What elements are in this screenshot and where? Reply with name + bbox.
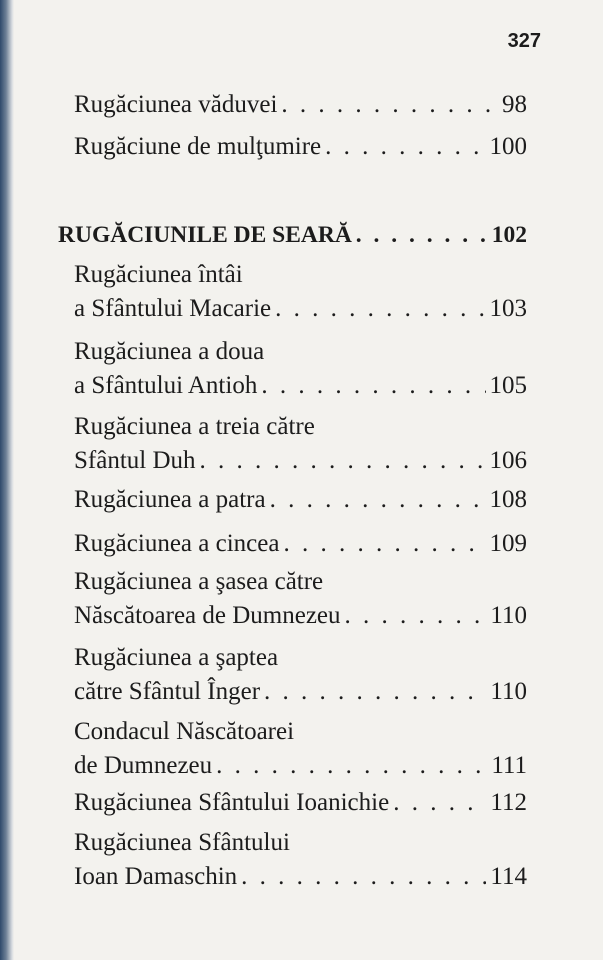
dot-leader bbox=[241, 860, 486, 894]
toc-entry-title: Rugăciunea văduvei bbox=[74, 91, 278, 118]
toc-entry-title: Născătoarea de Dumnezeu bbox=[74, 602, 341, 629]
toc-entry-last-line bbox=[74, 527, 527, 561]
toc-entry bbox=[74, 786, 527, 820]
toc-entry-title: Rugăciunea a cincea bbox=[74, 530, 280, 557]
toc-entry-page: 102 bbox=[491, 222, 527, 248]
toc-entry bbox=[74, 335, 527, 403]
toc-entry-title: Rugăciunea Sfântului Ioanichie bbox=[74, 789, 390, 816]
toc-entry bbox=[74, 715, 527, 783]
page-number: 327 bbox=[507, 30, 541, 52]
toc-entry bbox=[74, 826, 527, 894]
toc-entry-last-line bbox=[74, 675, 527, 709]
toc-entry-title: Rugăciunea a patra bbox=[74, 486, 266, 513]
toc-entry-last-line bbox=[74, 599, 527, 633]
toc-entry-last-line bbox=[74, 444, 527, 478]
toc-entry-page: 105 bbox=[489, 372, 527, 399]
dot-leader bbox=[281, 88, 498, 122]
toc-entry-page: 109 bbox=[489, 530, 527, 557]
toc-entry-title-line: Condacul Născătoarei bbox=[74, 718, 295, 745]
toc-entry-page: 103 bbox=[489, 295, 527, 322]
toc-entry-title-line: Rugăciunea a doua bbox=[74, 338, 265, 365]
toc-entry-page: 110 bbox=[490, 602, 527, 629]
toc-entry-last-line bbox=[74, 786, 527, 820]
dot-leader bbox=[270, 483, 486, 517]
toc-entry-title-line: Rugăciunea a treia către bbox=[74, 413, 315, 440]
toc-entry-last-line bbox=[74, 483, 527, 517]
dot-leader bbox=[216, 749, 487, 783]
dot-leader bbox=[261, 369, 485, 403]
toc-entry-last-line bbox=[74, 749, 527, 783]
toc-entry-title: a Sfântului Antioh bbox=[74, 372, 258, 399]
dot-leader bbox=[264, 675, 486, 709]
dot-leader bbox=[275, 292, 485, 326]
toc-entry bbox=[74, 130, 527, 164]
toc-entry-page: 112 bbox=[490, 789, 527, 816]
toc-entry-last-line bbox=[74, 88, 527, 122]
toc-entry bbox=[74, 565, 527, 633]
toc-entry-title: Sfântul Duh bbox=[74, 447, 196, 474]
toc-entry-last-line bbox=[74, 130, 527, 164]
dot-leader bbox=[283, 527, 485, 561]
toc-entry-page: 110 bbox=[490, 678, 527, 705]
toc-section-heading bbox=[58, 218, 527, 252]
dot-leader bbox=[200, 444, 486, 478]
toc-entry-last-line bbox=[74, 860, 527, 894]
toc-entry-title: de Dumnezeu bbox=[74, 752, 213, 779]
toc-entry-title-line: Rugăciunea a şaptea bbox=[74, 644, 279, 671]
toc-entry-title: către Sfântul Înger bbox=[74, 678, 261, 705]
dot-leader bbox=[393, 786, 486, 820]
toc-entry-title-line: Rugăciunea întâi bbox=[74, 261, 243, 288]
toc-entry-page: 114 bbox=[490, 863, 527, 890]
toc-entry-title: Rugăciune de mulţumire bbox=[74, 133, 322, 160]
toc-entry bbox=[74, 410, 527, 478]
toc-section-title: RUGĂCIUNILE DE SEARĂ bbox=[58, 222, 352, 248]
dot-leader bbox=[356, 218, 488, 252]
toc-entry-page: 106 bbox=[489, 447, 527, 474]
toc-entry-page: 111 bbox=[491, 752, 527, 779]
toc-entry-title: a Sfântului Macarie bbox=[74, 295, 272, 322]
toc-entry-last-line bbox=[74, 292, 527, 326]
toc-entry-title-line: Rugăciunea a şasea către bbox=[74, 568, 324, 595]
toc-entry-title: Ioan Damaschin bbox=[74, 863, 238, 890]
toc-entry-page: 98 bbox=[502, 91, 527, 118]
dot-leader bbox=[325, 130, 485, 164]
toc-entry bbox=[74, 88, 527, 122]
toc-entry-page: 100 bbox=[489, 133, 527, 160]
toc-entry bbox=[74, 641, 527, 709]
toc-entry-last-line bbox=[74, 369, 527, 403]
toc-entry bbox=[74, 258, 527, 326]
toc-entry bbox=[74, 483, 527, 517]
book-page-edge bbox=[0, 0, 14, 960]
toc-entry-title-line: Rugăciunea Sfântului bbox=[74, 829, 290, 856]
dot-leader bbox=[345, 599, 487, 633]
toc-entry-last-line bbox=[58, 218, 527, 252]
toc-entry-page: 108 bbox=[489, 486, 527, 513]
toc-entry bbox=[74, 527, 527, 561]
